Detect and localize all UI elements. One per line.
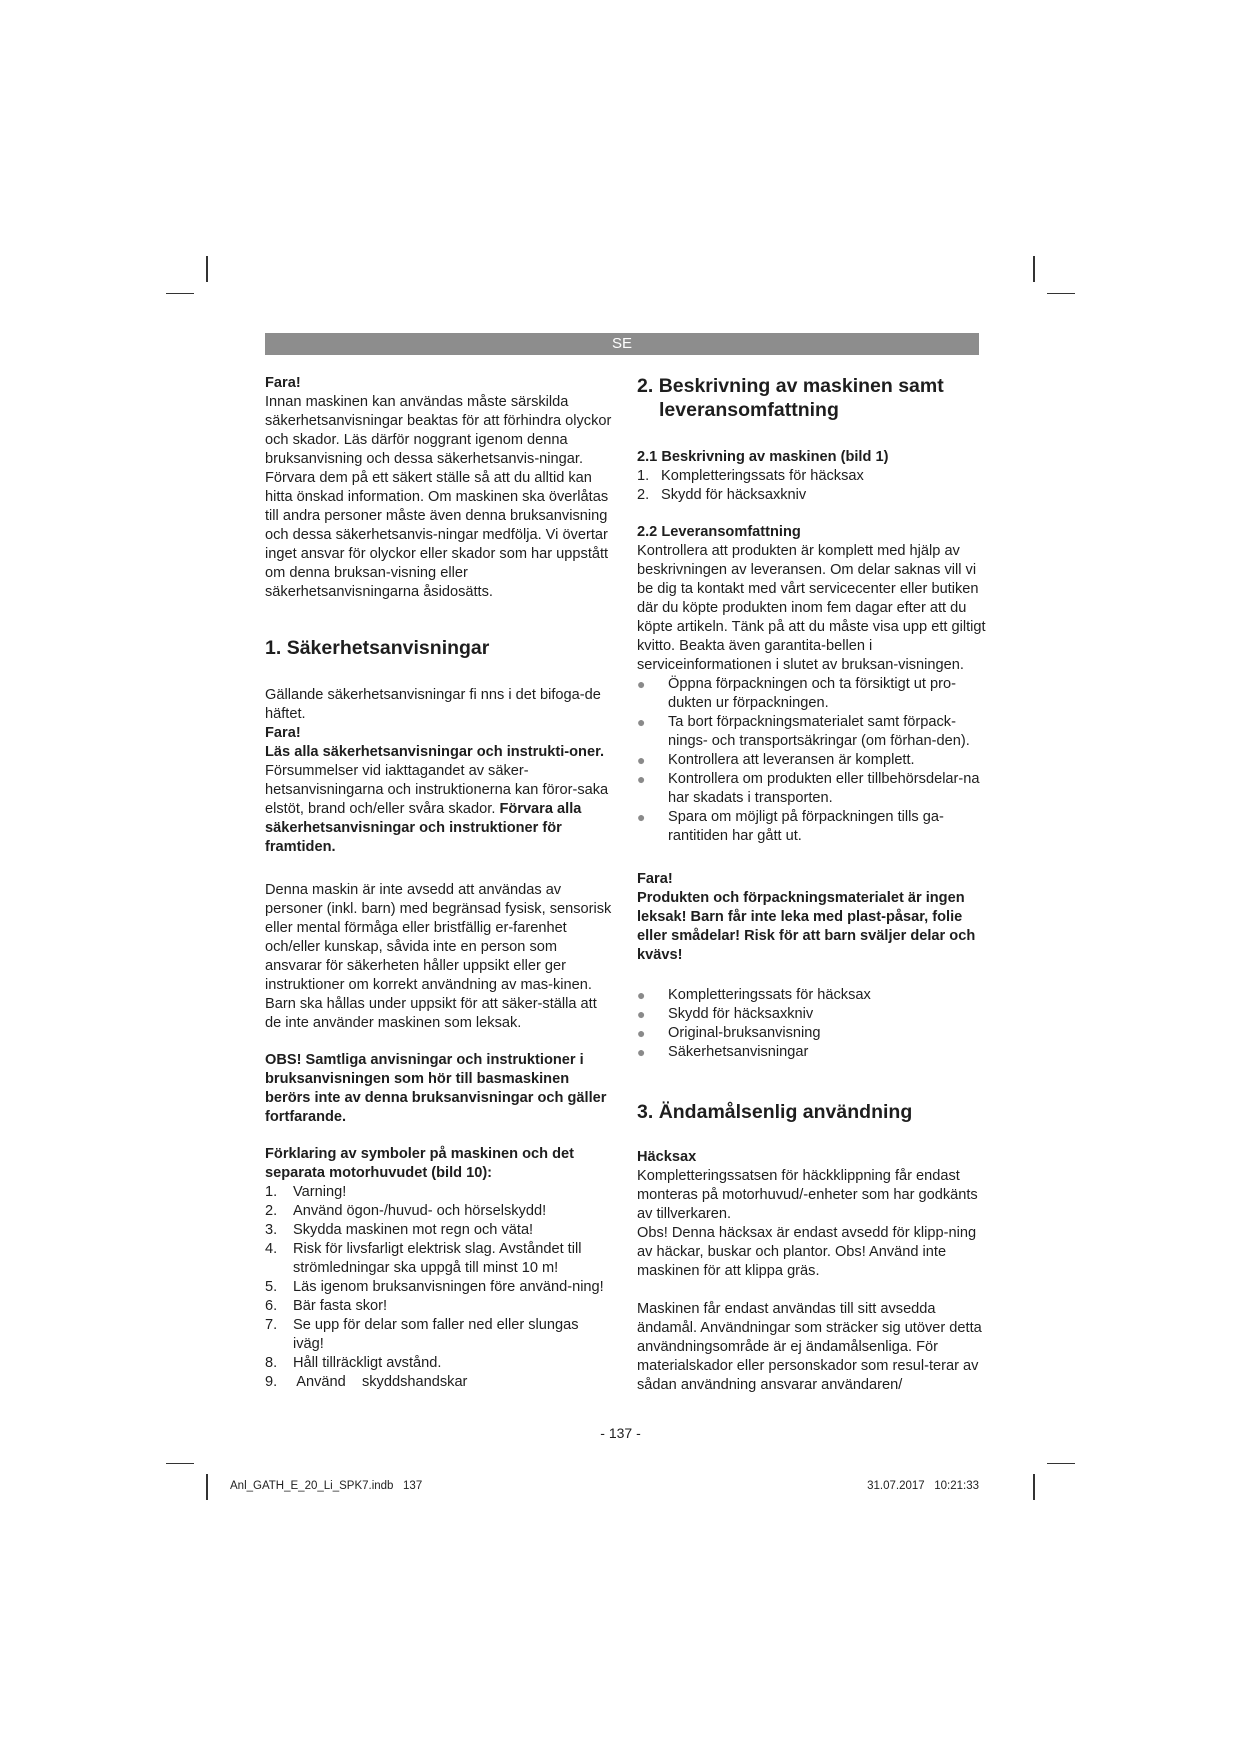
list-item: 5. Läs igenom bruksanvisningen före använd-ning!: [265, 1279, 604, 1295]
symbols-heading: Förklaring av symboler på maskinen och det separata motorhuvudet (bild 10):: [265, 1146, 574, 1181]
list-item: 9. Använd skyddshandskar: [265, 1374, 468, 1390]
bullet-icon: ●: [637, 771, 646, 787]
s1-danger-title: Fara!: [265, 725, 301, 741]
list-item: ● Öppna förpackningen och ta försiktigt ut pro-dukten ur förpackningen.: [637, 676, 956, 711]
crop-mark: [166, 293, 194, 294]
usage-paragraph: Kompletteringssatsen för häckklippning får endast monteras på motorhuvud/-enheter som har godkänts av tillverkaren.: [637, 1168, 978, 1222]
delivery-contents-list: [637, 986, 987, 1062]
crop-mark: [206, 256, 208, 282]
list-item: 1. Kompletteringssats för häcksax: [637, 468, 864, 484]
s1-paragraph: Denna maskin är inte avsedd att användas av personer (inkl. barn) med begränsad fysisk, sensorisk eller mental förmåga eller bristfällig er-farenhet och/eller kunskap, såvida inte en person som ansvarar för säkerheten håller uppsikt eller ger instruktioner om korrekt användning av mas-kinen. Barn ska hållas under uppsikt för att säker-ställa att de inte använder maskinen som leksak.: [265, 882, 612, 1031]
bullet-icon: ●: [637, 1044, 646, 1060]
section-title: Ändamålsenlig användning: [658, 1101, 913, 1123]
s1-text: Försummelser vid iakttagandet av säker-hetsanvisningarna och instruktionerna kan föror-saka elstöt, brand och/eller svåra skador.: [265, 763, 609, 817]
bullet-icon: ●: [637, 676, 646, 692]
s1-warning-paragraph: [265, 743, 613, 857]
footer-timestamp: 31.07.2017 10:21:33: [867, 1480, 979, 1492]
section-number: 1.: [265, 637, 282, 659]
crop-mark: [166, 1463, 194, 1464]
unpacking-list: [637, 675, 987, 846]
usage-paragraph: Maskinen får endast användas till sitt avsedda ändamål. Användningar som sträcker sig utöver detta användningsområde är ej ändamålsenliga. För materialskador eller personskador som resul-terar av sådan användning ansvarar användaren/: [637, 1301, 982, 1393]
bullet-icon: ●: [637, 809, 646, 825]
bullet-icon: ●: [637, 1025, 646, 1041]
list-item: ● Kontrollera att leveransen är komplett.: [637, 752, 915, 768]
delivery-paragraph: Kontrollera att produkten är komplett med hjälp av beskrivningen av leveransen. Om delar saknas vill vi be dig ta kontakt med vårt servicecenter eller butiken där du köpte produkten inom fem dagar efter att du köpte artikeln. Tänk på att du måste visa upp ett giltigt kvitto. Beakta även garantita-bellen i serviceinformationen i slutet av bruksan-visningen.: [637, 543, 986, 673]
crop-mark: [206, 1474, 208, 1500]
section-number: 2.: [637, 375, 654, 397]
intro-paragraph: Innan maskinen kan användas måste särskilda säkerhetsanvisningar beaktas för att förhindra olyckor och skador. Läs därför noggrant igenom denna bruksanvisning och dessa säkerhetsanvis-ningar. Förvara dem på ett säkert ställe så att du alltid kan hitta önskad information. Om maskinen ska överlåtas till andra personer måste även denna bruksanvisning och dessa säkerhetsanvis-ningar medfölja. Vi övertar inget ansvar för olyckor eller skador som har uppstått om denna bruksan-visning eller säkerhetsanvisningarna åsidosätts.: [265, 394, 612, 600]
subsection-2-2-heading: 2.2 Leveransomfattning: [637, 524, 801, 540]
section-title: Beskrivning av maskinen samt leveransomfattning: [658, 375, 944, 421]
left-column: [265, 374, 613, 1392]
machine-parts-list: [637, 467, 987, 505]
section-number: 3.: [637, 1101, 654, 1123]
crop-mark: [1047, 293, 1075, 294]
crop-mark: [1033, 1474, 1035, 1500]
bullet-icon: ●: [637, 714, 646, 730]
list-item: 4. Risk för livsfarligt elektrisk slag. Avståndet till strömledningar ska uppgå till minst 10 m!: [265, 1241, 582, 1276]
right-column: [637, 374, 987, 1395]
section-title: Säkerhetsanvisningar: [286, 637, 490, 659]
list-item: 2. Använd ögon-/huvud- och hörselskydd!: [265, 1203, 547, 1219]
list-item: ● Spara om möjligt på förpackningen tills ga-rantitiden har gått ut.: [637, 809, 944, 844]
list-item: 1. Varning!: [265, 1184, 347, 1200]
crop-mark: [1033, 256, 1035, 282]
list-item: ● Säkerhetsanvisningar: [637, 1044, 809, 1060]
s1-obs-paragraph: OBS! Samtliga anvisningar och instruktioner i bruksanvisningen som hör till basmaskinen berörs inte av denna bruksanvisningar och gäller fortfarande.: [265, 1052, 607, 1125]
s1-paragraph: Gällande säkerhetsanvisningar fi nns i det bifoga-de häftet.: [265, 687, 601, 722]
danger-paragraph: Produkten och förpackningsmaterialet är ingen leksak! Barn får inte leka med plast-påsar, folie eller smådelar! Risk för att barn sväljer delar och kvävs!: [637, 890, 976, 963]
section-2-heading: [637, 374, 987, 422]
bullet-icon: ●: [637, 752, 646, 768]
page-number: - 137 -: [600, 1425, 641, 1441]
list-item: ● Original-bruksanvisning: [637, 1025, 821, 1041]
section-3-heading: [637, 1100, 987, 1124]
list-item: ● Kontrollera om produkten eller tillbehörsdelar-na har skadats i transporten.: [637, 771, 980, 806]
list-item: 8. Håll tillräckligt avstånd.: [265, 1355, 442, 1371]
usage-paragraph: Obs! Denna häcksax är endast avsedd för klipp-ning av häckar, buskar och plantor. Obs! Använd inte maskinen för att klippa gräs.: [637, 1225, 977, 1279]
subsection-heading: Häcksax: [637, 1149, 697, 1165]
danger-title: Fara!: [265, 375, 301, 391]
list-item: 3. Skydda maskinen mot regn och väta!: [265, 1222, 534, 1238]
section-1-heading: [265, 636, 613, 660]
list-item: 7. Se upp för delar som faller ned eller slungas iväg!: [265, 1317, 579, 1352]
footer-filename: Anl_GATH_E_20_Li_SPK7.indb 137: [230, 1480, 423, 1492]
list-item: 6. Bär fasta skor!: [265, 1298, 388, 1314]
list-item: ● Kompletteringssats för häcksax: [637, 987, 871, 1003]
bullet-icon: ●: [637, 1006, 646, 1022]
subsection-2-1-heading: 2.1 Beskrivning av maskinen (bild 1): [637, 449, 889, 465]
s1-bold-text: Förvara alla säkerhetsanvisningar och instruktioner för framtiden.: [265, 801, 582, 855]
language-tab: SE: [265, 333, 979, 355]
list-item: 2. Skydd för häcksaxkniv: [637, 487, 807, 503]
list-item: ● Skydd för häcksaxkniv: [637, 1006, 814, 1022]
list-item: ● Ta bort förpackningsmaterialet samt förpack-nings- och transportsäkringar (om förhan-den).: [637, 714, 970, 749]
danger-title: Fara!: [637, 871, 673, 887]
crop-mark: [1047, 1463, 1075, 1464]
symbols-list: [265, 1183, 613, 1392]
bullet-icon: ●: [637, 987, 646, 1003]
s1-bold-text: Läs alla säkerhetsanvisningar och instrukti-oner.: [265, 744, 605, 760]
